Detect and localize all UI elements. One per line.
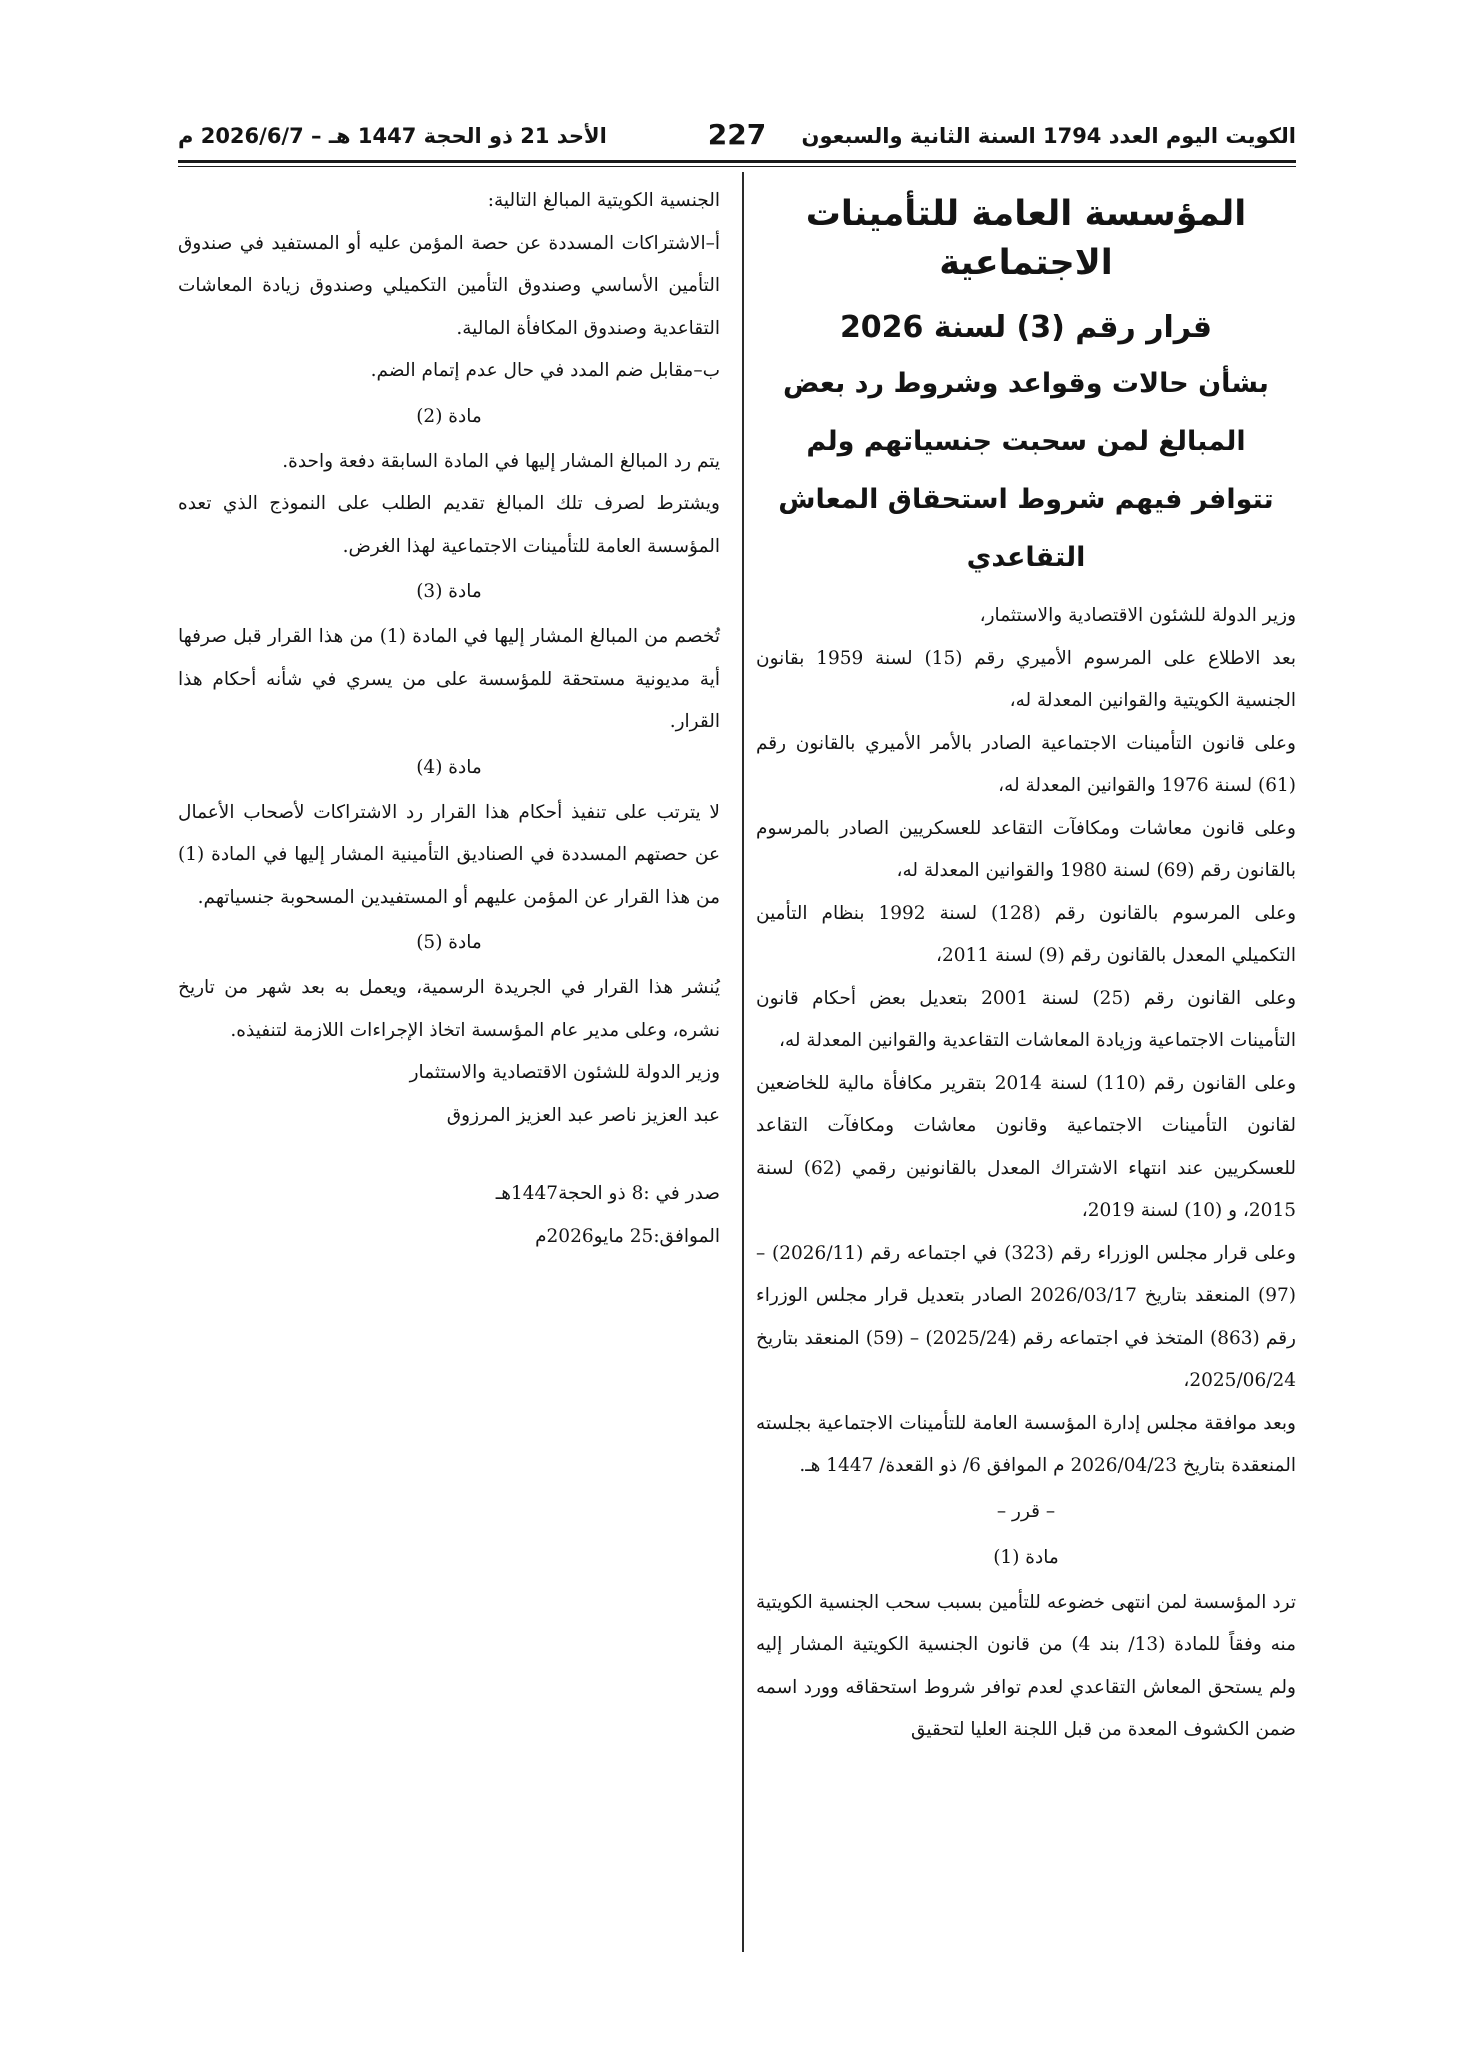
preamble-paragraph: وعلى قرار مجلس الوزراء رقم (323) في اجتماعه رقم (2026/11) – (97) المنعقد بتاريخ 2026/03/17 الصادر بتعديل قرار مجلس الوزراء رقم (863) المتخذ في اجتماعه رقم (2025/24) – (59) المنعقد بتاريخ 2025/06/24، — [756, 1242, 1296, 1391]
signature-title: وزير الدولة للشئون الاقتصادية والاستثمار — [409, 1062, 720, 1083]
article-1-item-a: أ–الاشتراكات المسددة عن حصة المؤمن عليه أو المستفيد في صندوق التأمين الأساسي وصندوق التأمين التكميلي وصندوق زيادة المعاشات التقاعدية وصندوق المكافأة المالية. — [178, 232, 720, 339]
column-divider — [742, 172, 744, 1952]
preamble-paragraph: وعلى المرسوم بالقانون رقم (128) لسنة 1992 بنظام التأمين التكميلي المعدل بالقانون رقم (9) لسنة 2011، — [756, 902, 1296, 966]
page-number: 227 — [707, 118, 767, 151]
preamble-paragraph: وعلى قانون معاشات ومكافآت التقاعد للعسكريين الصادر بالمرسوم بالقانون رقم (69) لسنة 1980 والقوانين المعدلة له، — [756, 817, 1296, 881]
preamble-paragraph: وعلى القانون رقم (25) لسنة 2001 بتعديل بعض أحكام قانون التأمينات الاجتماعية وزيادة المعاشات التقاعدية والقوانين المعدلة له، — [756, 987, 1296, 1051]
page-header — [178, 118, 1296, 158]
gazette-issue-info: الكويت اليوم العدد 1794 السنة الثانية والسبعون — [801, 124, 1296, 148]
article-4-text: لا يترتب على تنفيذ أحكام هذا القرار رد الاشتراكات لأصحاب الأعمال عن حصتهم المسددة في الصناديق التأمينية المشار إليها في المادة (1) من هذا القرار عن المؤمن عليهم أو المستفيدين المسحوبة جنسياتهم. — [178, 801, 720, 908]
article-5-heading: مادة (5) — [416, 932, 482, 953]
preamble-paragraph: وعلى قانون التأمينات الاجتماعية الصادر بالأمر الأميري بالقانون رقم (61) لسنة 1976 والقوانين المعدلة له، — [756, 732, 1296, 796]
institution-title: المؤسسة العامة للتأمينات الاجتماعية — [805, 194, 1247, 283]
header-rule-thin — [178, 166, 1296, 167]
right-column — [756, 180, 1296, 1752]
signature-name: عبد العزيز ناصر عبد العزيز المرزوق — [446, 1104, 720, 1126]
left-column — [178, 180, 720, 1258]
preamble-paragraph: بعد الاطلاع على المرسوم الأميري رقم (15) لسنة 1959 بقانون الجنسية الكويتية والقوانين المعدلة له، — [756, 647, 1296, 711]
header-rule — [178, 160, 1296, 163]
preamble-paragraph: وبعد موافقة مجلس إدارة المؤسسة العامة للتأمينات الاجتماعية بجلسته المنعقدة بتاريخ 2026/04/23 م الموافق 6/ ذو القعدة/ 1447 هـ. — [756, 1412, 1296, 1476]
decision-subject: بشأن حالات وقواعد وشروط رد بعض المبالغ لمن سحبت جنسياتهم ولم تتوافر فيهم شروط استحقاق المعاش التقاعدي — [778, 368, 1274, 573]
article-4-heading: مادة (4) — [416, 756, 482, 778]
preamble-paragraph: وزير الدولة للشئون الاقتصادية والاستثمار، — [979, 605, 1296, 626]
issue-date: الأحد 21 ذو الحجة 1447 هـ – 2026/6/7 م — [178, 124, 607, 148]
issue-date-hijri: صدر في :8 ذو الحجة1447هـ — [495, 1183, 720, 1204]
article-1-text: ترد المؤسسة لمن انتهى خضوعه للتأمين بسبب سحب الجنسية الكويتية منه وفقاً للمادة (13/ بند 4) من قانون الجنسية الكويتية المشار إليه ولم يستحق المعاش التقاعدي لعدم توافر شروط استحقاقه وورد اسمه ضمن الكشوف المعدة من قبل اللجنة العليا لتحقيق — [756, 1591, 1296, 1740]
issue-date-gregorian: الموافق:25 مايو2026م — [535, 1225, 720, 1247]
article-2-paragraph: يتم رد المبالغ المشار إليها في المادة السابقة دفعة واحدة. — [282, 450, 720, 472]
article-3-heading: مادة (3) — [416, 581, 482, 602]
spacer — [178, 1137, 720, 1173]
article-1-continuation: الجنسية الكويتية المبالغ التالية: — [487, 190, 720, 211]
article-1-item-b: ب–مقابل ضم المدد في حال عدم إتمام الضم. — [370, 360, 720, 381]
article-5-text: يُنشر هذا القرار في الجريدة الرسمية، ويعمل به بعد شهر من تاريخ نشره، وعلى مدير عام المؤسسة اتخاذ الإجراءات اللازمة لتنفيذه. — [178, 977, 720, 1041]
decided-heading: – قرر – — [996, 1500, 1056, 1522]
decision-number: قرار رقم (3) لسنة 2026 — [839, 310, 1213, 345]
article-2-heading: مادة (2) — [416, 405, 482, 427]
preamble-paragraph: وعلى القانون رقم (110) لسنة 2014 بتقرير مكافأة مالية للخاضعين لقانون التأمينات الاجتماعية وقانون معاشات ومكافآت التقاعد للعسكريين عند انتهاء الاشتراك المعدل بالقانونين رقمي (62) لسنة 2015، و (10) لسنة 2019، — [756, 1072, 1297, 1221]
article-2-paragraph: ويشترط لصرف تلك المبالغ تقديم الطلب على النموذج الذي تعده المؤسسة العامة للتأمينات الاجتماعية لهذا الغرض. — [178, 493, 720, 557]
article-1-heading: مادة (1) — [993, 1546, 1059, 1568]
preamble — [756, 595, 1296, 1488]
article-3-text: تُخصم من المبالغ المشار إليها في المادة (1) من هذا القرار قبل صرفها أية مديونية مستحقة للمؤسسة على من يسري في شأنه أحكام هذا القرار. — [178, 626, 720, 732]
